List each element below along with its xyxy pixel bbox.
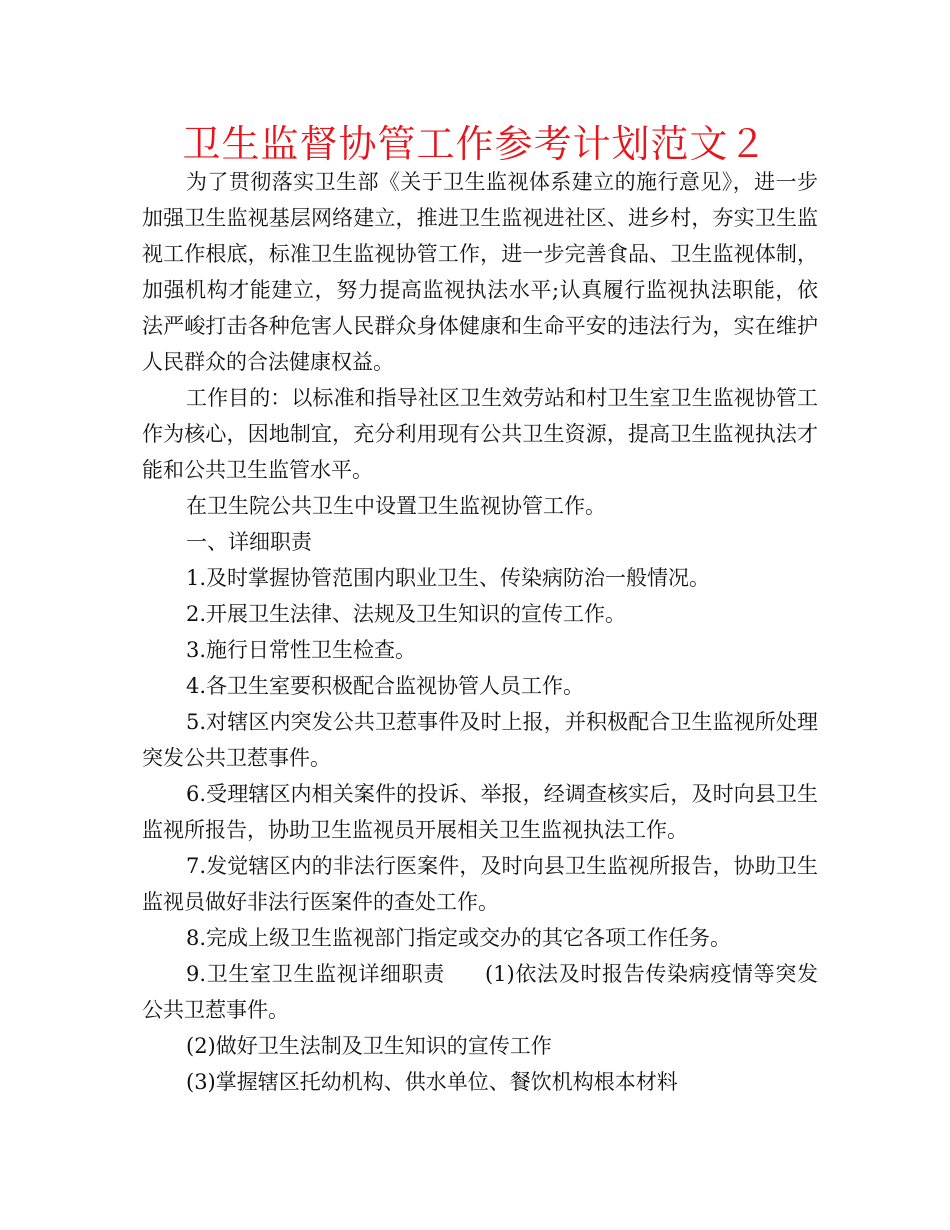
document-body bbox=[142, 164, 818, 1100]
list-item: 7.发觉辖区内的非法行医案件，及时向县卫生监视所报告，协助卫生监视员做好非法行医案件的查处工作。 bbox=[142, 854, 818, 914]
paragraph-goal: 工作目的：以标准和指导社区卫生效劳站和村卫生室卫生监视协管工作为核心，因地制宜，充分利用现有公共卫生资源，提高卫生监视执法才能和公共卫生监管水平。 bbox=[142, 386, 818, 482]
list-item-9-sub1: (1)依法及时报告传染病疫情等突发公共卫惹事件。 bbox=[142, 962, 818, 1022]
list-item: 5.对辖区内突发公共卫惹事件及时上报，并积极配合卫生监视所处理突发公共卫惹事件。 bbox=[142, 710, 818, 770]
list-item: 6.受理辖区内相关案件的投诉、举报，经调查核实后，及时向县卫生监视所报告，协助卫生监视员开展相关卫生监视执法工作。 bbox=[142, 782, 818, 842]
section-heading-duties: 一、详细职责 bbox=[186, 530, 312, 554]
sub-item: (3)掌握辖区托幼机构、供水单位、餐饮机构根本材料 bbox=[186, 1070, 678, 1094]
list-item: 3.施行日常性卫生检查。 bbox=[186, 638, 417, 662]
list-item: 8.完成上级卫生监视部门指定或交办的其它各项工作任务。 bbox=[186, 926, 732, 950]
sub-item: (2)做好卫生法制及卫生知识的宣传工作 bbox=[186, 1034, 552, 1058]
list-item: 2.开展卫生法律、法规及卫生知识的宣传工作。 bbox=[186, 602, 627, 626]
paragraph-setup: 在卫生院公共卫生中设置卫生监视协管工作。 bbox=[186, 494, 606, 518]
paragraph-intro: 为了贯彻落实卫生部《关于卫生监视体系建立的施行意见》，进一步加强卫生监视基层网络建立，推进卫生监视进社区、进乡村，夯实卫生监视工作根底，标准卫生监视协管工作，进一步完善食品、卫生监视体制，加强机构才能建立，努力提高监视执法水平;认真履行监视执法职能，依法严峻打击各种危害人民群众身体健康和生命平安的违法行为，实在维护人民群众的合法健康权益。 bbox=[142, 170, 818, 374]
list-item-9 bbox=[142, 956, 818, 1028]
list-item: 4.各卫生室要积极配合监视协管人员工作。 bbox=[186, 674, 585, 698]
list-item-9-heading: 9.卫生室卫生监视详细职责 bbox=[186, 962, 445, 986]
list-item: 1.及时掌握协管范围内职业卫生、传染病防治一般情况。 bbox=[186, 566, 711, 590]
document-title: 卫生监督协管工作参考计划范文２ bbox=[182, 122, 768, 166]
